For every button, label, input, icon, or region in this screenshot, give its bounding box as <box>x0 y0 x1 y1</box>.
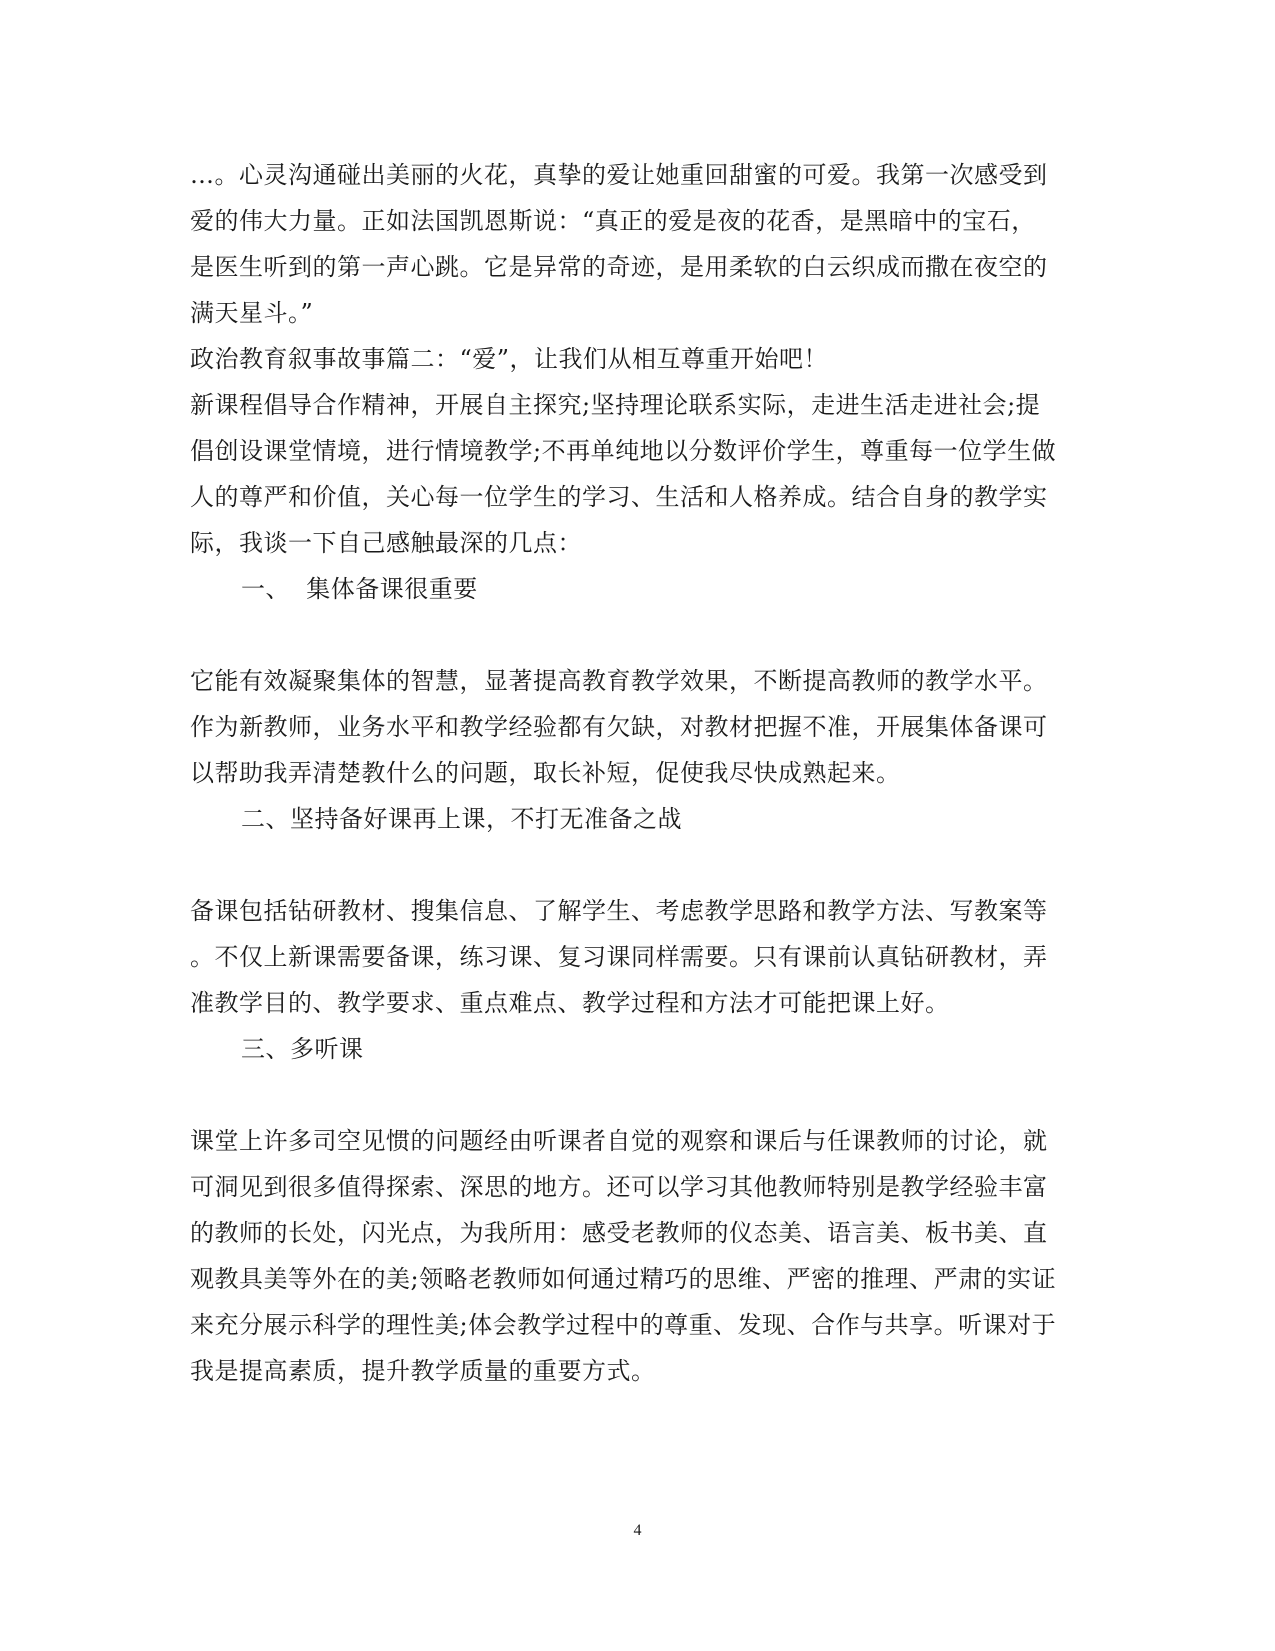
body-line: 可洞见到很多值得探索、深思的地方。还可以学习其他教师特别是教学经验丰富 <box>190 1173 1048 1201</box>
body-line: 准教学目的、教学要求、重点难点、教学过程和方法才可能把课上好。 <box>190 989 950 1017</box>
section-title: 政治教育叙事故事篇二：“爱”，让我们从相互尊重开始吧！ <box>190 345 829 373</box>
body-line: 是医生听到的第一声心跳。它是异常的奇迹，是用柔软的白云织成而撒在夜空的 <box>190 253 1048 281</box>
paragraph-gap <box>190 842 1075 888</box>
body-line: 际，我谈一下自己感触最深的几点： <box>190 529 582 557</box>
body-line: 观教具美等外在的美;领略老教师如何通过精巧的思维、严密的推理、严肃的实证 <box>190 1265 1057 1293</box>
body-line: 我是提高素质，提升教学质量的重要方式。 <box>190 1357 656 1385</box>
body-line: 来充分展示科学的理性美;体会教学过程中的尊重、发现、合作与共享。听课对于 <box>190 1311 1057 1339</box>
document-body <box>190 152 1075 1394</box>
body-line: 备课包括钻研教材、搜集信息、了解学生、考虑教学思路和教学方法、写教案等 <box>190 897 1048 925</box>
body-line: 以帮助我弄清楚教什么的问题，取长补短，促使我尽快成熟起来。 <box>190 759 901 787</box>
body-line: 课堂上许多司空见惯的问题经由听课者自觉的观察和课后与任课教师的讨论，就 <box>190 1127 1048 1155</box>
body-line: 人的尊严和价值，关心每一位学生的学习、生活和人格养成。结合自身的教学实 <box>190 483 1048 511</box>
paragraph-gap <box>190 1072 1075 1118</box>
subheading-three: 三、多听课 <box>241 1035 364 1063</box>
body-line: 倡创设课堂情境，进行情境教学;不再单纯地以分数评价学生，尊重每一位学生做 <box>190 437 1057 465</box>
body-line: …。心灵沟通碰出美丽的火花，真挚的爱让她重回甜蜜的可爱。我第一次感受到 <box>190 161 1048 189</box>
page-number: 4 <box>633 1522 642 1539</box>
subheading-one: 一、 集体备课很重要 <box>241 575 478 603</box>
body-line: 满天星斗。” <box>190 299 314 327</box>
body-line: 的教师的长处，闪光点，为我所用：感受老教师的仪态美、语言美、板书美、直 <box>190 1219 1048 1247</box>
body-line: 作为新教师，业务水平和教学经验都有欠缺，对教材把握不准，开展集体备课可 <box>190 713 1048 741</box>
body-line: 新课程倡导合作精神，开展自主探究;坚持理论联系实际，走进生活走进社会;提 <box>190 391 1041 419</box>
body-line: 。不仅上新课需要备课，练习课、复习课同样需要。只有课前认真钻研教材，弄 <box>190 943 1048 971</box>
body-line: 它能有效凝聚集体的智慧，显著提高教育教学效果，不断提高教师的教学水平。 <box>190 667 1048 695</box>
paragraph-gap <box>190 612 1075 658</box>
subheading-two: 二、坚持备好课再上课，不打无准备之战 <box>241 805 682 833</box>
body-line: 爱的伟大力量。正如法国凯恩斯说：“真正的爱是夜的花香，是黑暗中的宝石， <box>190 207 1036 235</box>
